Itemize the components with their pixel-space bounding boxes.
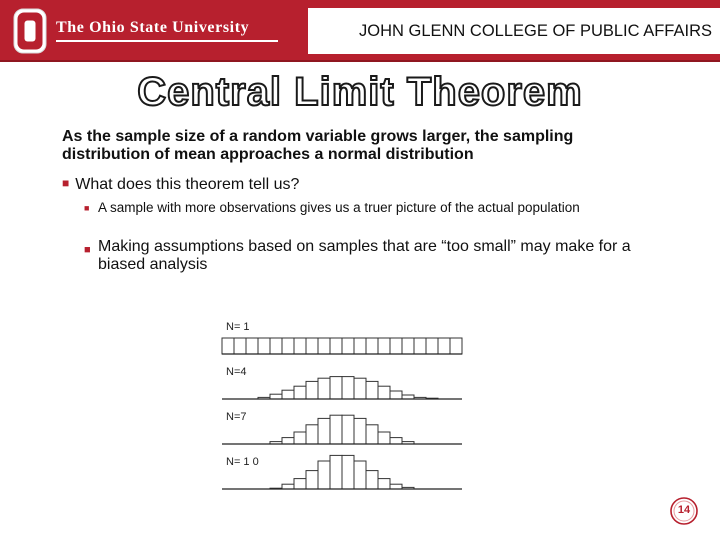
histogram-bar bbox=[330, 415, 342, 444]
histogram-bar bbox=[378, 479, 390, 489]
histogram-bar bbox=[390, 484, 402, 489]
histogram-bar bbox=[270, 338, 282, 354]
panel-label: N=7 bbox=[226, 411, 247, 423]
slide-title: Central Limit Theorem bbox=[137, 70, 583, 114]
histogram-bar bbox=[390, 438, 402, 444]
histogram-bar bbox=[366, 381, 378, 399]
histogram-bar bbox=[426, 338, 438, 354]
sub-bullet bbox=[84, 238, 654, 274]
histogram-bar bbox=[282, 338, 294, 354]
histogram-bar bbox=[282, 484, 294, 489]
histogram-bar bbox=[294, 432, 306, 444]
histogram-bar bbox=[270, 394, 282, 399]
histogram-bar bbox=[354, 418, 366, 444]
sub-bullet bbox=[84, 200, 644, 215]
histogram-bar bbox=[330, 338, 342, 354]
sub-bullet-text: A sample with more observations gives us a truer picture of the actual population bbox=[98, 200, 580, 215]
histogram-bar bbox=[282, 438, 294, 444]
histogram-bar bbox=[390, 338, 402, 354]
histogram-bar bbox=[366, 471, 378, 489]
panel-label: N= 1 0 bbox=[226, 456, 259, 468]
histogram-bar bbox=[366, 425, 378, 444]
college-name: JOHN GLENN COLLEGE OF PUBLIC AFFAIRS bbox=[358, 22, 712, 40]
histogram-bar bbox=[282, 390, 294, 399]
histogram-bar bbox=[342, 455, 354, 489]
histogram-bar bbox=[402, 338, 414, 354]
histogram-bar bbox=[318, 461, 330, 489]
histogram-bar bbox=[378, 338, 390, 354]
histogram-bar bbox=[330, 377, 342, 399]
histogram-bar bbox=[294, 479, 306, 489]
histogram-bar bbox=[294, 386, 306, 399]
university-name: The Ohio State University bbox=[56, 19, 250, 36]
histogram-bar bbox=[306, 338, 318, 354]
histogram-bar bbox=[354, 378, 366, 399]
histogram-bar bbox=[378, 432, 390, 444]
page-number: 14 bbox=[677, 504, 691, 516]
histogram-bar bbox=[390, 391, 402, 399]
histogram-bar bbox=[342, 338, 354, 354]
college-name-box bbox=[308, 8, 720, 54]
histogram-bar bbox=[342, 415, 354, 444]
square-bullet-icon: ■ bbox=[62, 176, 70, 190]
histogram-bar bbox=[222, 338, 234, 354]
ohio-state-block-o-logo bbox=[13, 8, 47, 54]
histogram-bar bbox=[438, 338, 450, 354]
histogram-bar bbox=[342, 377, 354, 399]
square-bullet-icon: ■ bbox=[84, 244, 91, 256]
histogram-bar bbox=[294, 338, 306, 354]
histogram-bar bbox=[318, 418, 330, 444]
histogram-bar bbox=[450, 338, 462, 354]
histogram-bar bbox=[330, 455, 342, 489]
logo-underline bbox=[56, 40, 278, 42]
histogram-bar bbox=[402, 395, 414, 399]
histogram-bar bbox=[354, 461, 366, 489]
histogram-bar bbox=[354, 338, 366, 354]
histogram-bar bbox=[246, 338, 258, 354]
histogram-bar bbox=[258, 338, 270, 354]
main-bullet-text: What does this theorem tell us? bbox=[75, 176, 300, 193]
histogram-bar bbox=[366, 338, 378, 354]
header-divider bbox=[0, 60, 720, 62]
histogram-bar bbox=[378, 386, 390, 399]
square-bullet-icon: ■ bbox=[84, 203, 90, 213]
sampling-distribution-figure bbox=[220, 314, 480, 496]
histogram-bar bbox=[306, 381, 318, 399]
sub-bullet-text: Making assumptions based on samples that are “too small” may make for a biased analysis bbox=[98, 238, 631, 273]
panel-label: N=4 bbox=[226, 366, 247, 378]
histogram-bar bbox=[318, 338, 330, 354]
intro-text: As the sample size of a random variable grows larger, the sampling distribution of mean approaches a normal distribution bbox=[62, 128, 574, 163]
histogram-bar bbox=[306, 471, 318, 489]
histogram-bar bbox=[318, 378, 330, 399]
main-bullet bbox=[62, 176, 299, 194]
histogram-bar bbox=[306, 425, 318, 444]
histogram-bar bbox=[414, 338, 426, 354]
panel-label: N= 1 bbox=[226, 321, 250, 333]
histogram-bar bbox=[234, 338, 246, 354]
